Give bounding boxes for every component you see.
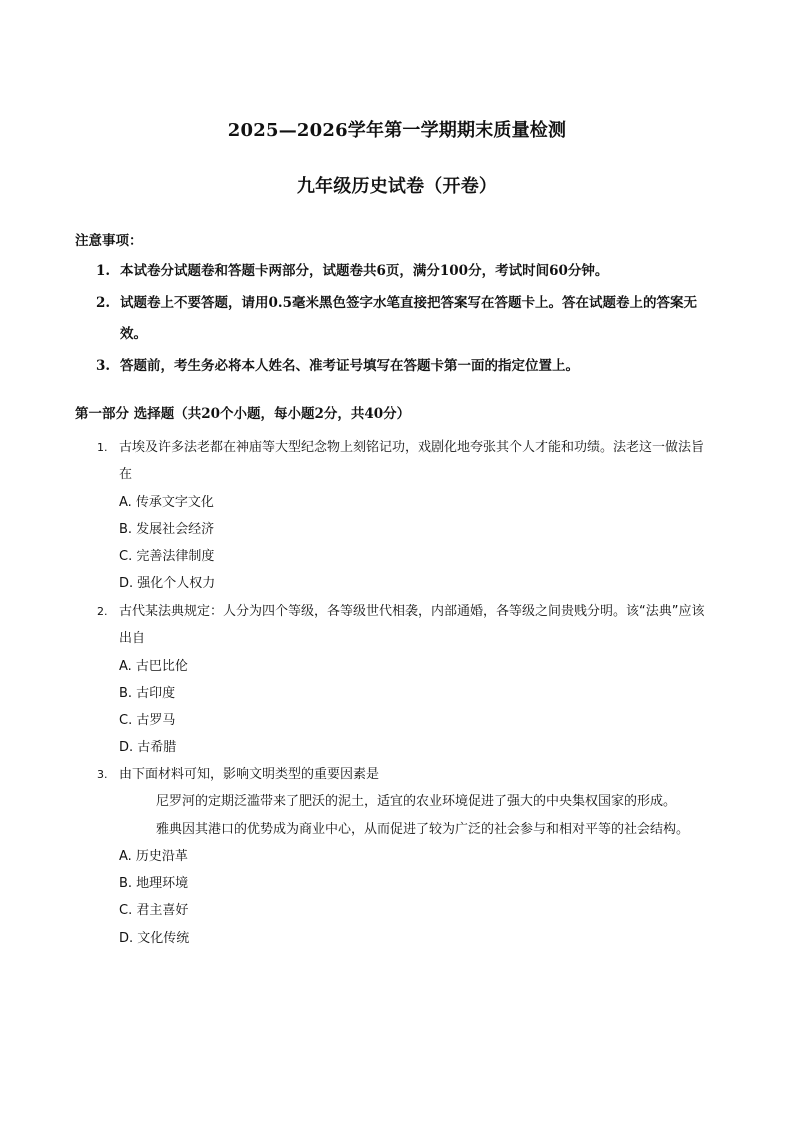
exam-title: 2025—2026学年第一学期期末质量检测 (227, 120, 567, 141)
material-paragraph: 雅典因其港口的优势成为商业中心，从而促进了较为广泛的社会参与和相对平等的社会结构。 (156, 821, 690, 837)
question-number: 3. (97, 768, 108, 781)
notice-item-text: 本试卷分试题卷和答题卡两部分，试题卷共6页，满分100分，考试时间60分钟。 (120, 263, 609, 279)
option-d: D. 文化传统 (119, 930, 190, 946)
question-number: 2. (97, 605, 108, 618)
notice-heading: 注意事项： (75, 233, 143, 249)
option-d: D. 古希腊 (119, 740, 177, 756)
notice-item (96, 288, 736, 350)
question-2 (97, 598, 717, 762)
option-b: B. 古印度 (119, 685, 176, 701)
notice-item (96, 256, 736, 287)
option-a: A. 古巴比伦 (119, 658, 188, 674)
option-b: B. 发展社会经济 (119, 521, 215, 537)
option-d: D. 强化个人权力 (119, 576, 216, 592)
section-heading: 第一部分 选择题（共20个小题，每小题2分，共40分） (75, 406, 411, 422)
option-a: A. 历史沿革 (119, 848, 188, 864)
notice-item (96, 351, 736, 382)
option-b: B. 地理环境 (119, 876, 189, 892)
question-material (156, 788, 696, 843)
question-1 (97, 434, 717, 598)
question-stem: 古代某法典规定：人分为四个等级，各等级世代相袭，内部通婚，各等级之间贵贱分明。该“法典”应该出自 (119, 604, 705, 647)
option-c: C. 完善法律制度 (119, 549, 215, 565)
exam-subtitle: 九年级历史试卷（开卷） (296, 176, 498, 197)
notice-item-text: 试题卷上不要答题，请用0.5毫米黑色签字水笔直接把答案写在答题卡上。答在试题卷上的答案无效。 (120, 295, 697, 342)
question-stem: 由下面材料可知，影响文明类型的重要因素是 (119, 767, 380, 782)
option-c: C. 古罗马 (119, 713, 176, 729)
notice-item-number: 1. (96, 263, 111, 279)
option-c: C. 君主喜好 (119, 903, 189, 919)
question-stem: 古埃及许多法老都在神庙等大型纪念物上刻铭记功，戏剧化地夸张其个人才能和功绩。法老这一做法旨在 (119, 440, 705, 483)
notice-item-text: 答题前，考生务必将本人姓名、准考证号填写在答题卡第一面的指定位置上。 (120, 358, 579, 374)
notice-item-number: 3. (96, 358, 111, 374)
option-a: A. 传承文字文化 (119, 494, 214, 510)
question-3 (97, 761, 717, 952)
material-paragraph: 尼罗河的定期泛滥带来了肥沃的泥土，适宜的农业环境促进了强大的中央集权国家的形成。 (156, 794, 677, 810)
question-number: 1. (97, 441, 108, 454)
notice-item-number: 2. (96, 295, 111, 311)
